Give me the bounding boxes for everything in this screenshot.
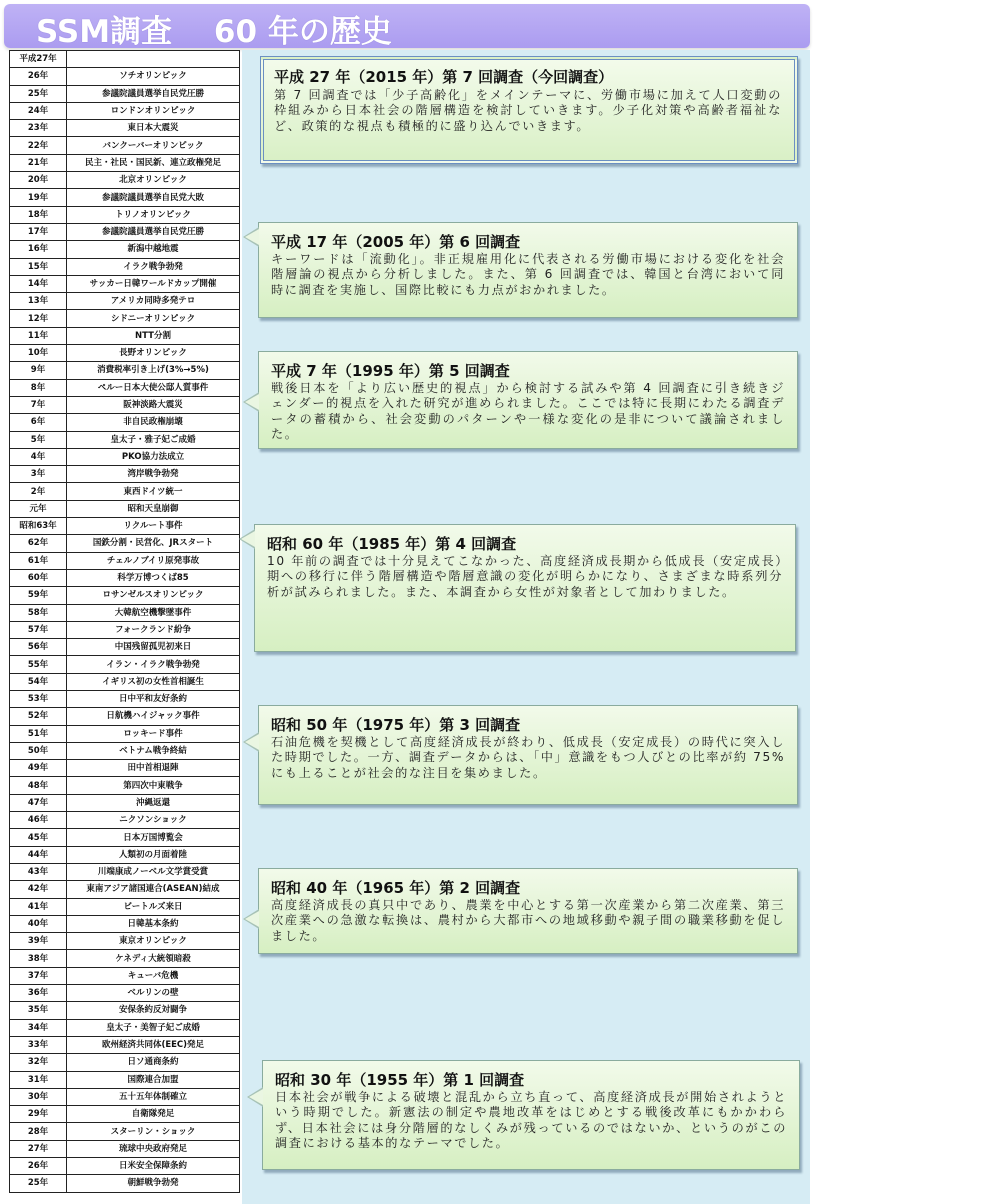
timeline-row	[10, 414, 240, 431]
timeline-year: 14年	[10, 275, 67, 292]
timeline-event: 皇太子・美智子妃ご成婚	[67, 1019, 240, 1036]
timeline-row	[10, 1158, 240, 1175]
timeline-row	[10, 690, 240, 707]
survey-body: 10 年前の調査では十分見えてこなかった、高度経済成長期から低成長（安定成長）期への移行に伴う階層構造や階層意識の変化が明らかになり、さまざまな時系列分析が試みられました。また、本調査から女性が対象者として加わりました。	[267, 554, 783, 599]
timeline-row	[10, 223, 240, 240]
timeline-event: 日韓基本条約	[67, 915, 240, 932]
timeline-year: 3年	[10, 466, 67, 483]
survey-callout-3	[258, 705, 798, 805]
timeline-year: 13年	[10, 293, 67, 310]
timeline-row	[10, 483, 240, 500]
timeline-event: 長野オリンピック	[67, 345, 240, 362]
timeline-year: 46年	[10, 812, 67, 829]
timeline-event: ビートルズ来日	[67, 898, 240, 915]
timeline-event: 非自民政権崩壊	[67, 414, 240, 431]
timeline-year: 57年	[10, 621, 67, 638]
timeline-event: 川端康成ノーベル文学賞受賞	[67, 863, 240, 880]
timeline-event: 国際連合加盟	[67, 1071, 240, 1088]
timeline-event: 田中首相退陣	[67, 760, 240, 777]
timeline-year: 17年	[10, 223, 67, 240]
timeline-year: 39年	[10, 933, 67, 950]
timeline-row	[10, 621, 240, 638]
timeline-event: 五十五年体制確立	[67, 1088, 240, 1105]
timeline-event: 朝鮮戦争勃発	[67, 1175, 240, 1192]
timeline-row	[10, 985, 240, 1002]
timeline-row	[10, 881, 240, 898]
timeline-row	[10, 725, 240, 742]
timeline-year: 44年	[10, 846, 67, 863]
survey-heading: 昭和 50 年（1975 年）第 3 回調査	[271, 716, 521, 734]
timeline-row	[10, 154, 240, 171]
timeline-year: 42年	[10, 881, 67, 898]
survey-callout-1	[262, 1060, 800, 1170]
timeline-year: 52年	[10, 708, 67, 725]
timeline-year: 26年	[10, 1158, 67, 1175]
timeline-year: 昭和63年	[10, 518, 67, 535]
timeline-year: 45年	[10, 829, 67, 846]
timeline-event: リクルート事件	[67, 518, 240, 535]
timeline-event: サッカー日韓ワールドカップ開催	[67, 275, 240, 292]
timeline-row	[10, 172, 240, 189]
timeline-row	[10, 829, 240, 846]
timeline-event: 日米安全保障条約	[67, 1158, 240, 1175]
timeline-event: ベトナム戦争終結	[67, 742, 240, 759]
timeline-row	[10, 863, 240, 880]
timeline-year: 7年	[10, 396, 67, 413]
timeline-year: 20年	[10, 172, 67, 189]
timeline-event: ペルー日本大使公邸人質事件	[67, 379, 240, 396]
timeline-year: 4年	[10, 448, 67, 465]
timeline-row	[10, 673, 240, 690]
timeline-row	[10, 85, 240, 102]
timeline-row	[10, 189, 240, 206]
timeline-event: 自衛隊発足	[67, 1106, 240, 1123]
survey-heading: 平成 7 年（1995 年）第 5 回調査	[271, 362, 510, 380]
timeline-row	[10, 293, 240, 310]
survey-heading: 昭和 40 年（1965 年）第 2 回調査	[271, 879, 521, 897]
timeline-event: 国鉄分割・民営化、JRスタート	[67, 535, 240, 552]
timeline-event: 阪神淡路大震災	[67, 396, 240, 413]
timeline-event: 日中平和友好条約	[67, 690, 240, 707]
timeline-event: 湾岸戦争勃発	[67, 466, 240, 483]
timeline-event: 日ソ通商条約	[67, 1054, 240, 1071]
timeline-row	[10, 1088, 240, 1105]
timeline-year: 34年	[10, 1019, 67, 1036]
survey-callout-7	[260, 56, 798, 164]
timeline-event: NTT分割	[67, 327, 240, 344]
callout-pointer	[243, 732, 259, 752]
timeline-row	[10, 1071, 240, 1088]
timeline-row	[10, 708, 240, 725]
timeline-event: 沖縄返還	[67, 794, 240, 811]
page-title: SSM調査 60 年の歴史	[36, 14, 392, 50]
survey-body: 石油危機を契機として高度経済成長が終わり、低成長（安定成長）の時代に突入した時期でした。一方、調査データからは、「中」意識をもつ人びとの比率が約 75%にも上ることが社会的な注目を集めました。	[271, 735, 785, 780]
survey-body: 戦後日本を「より広い歴史的視点」から検討する試みや第 4 回調査に引き続きジェンダー的視点を入れた研究が進められました。ここでは特に長期にわたる調査データの蓄積から、社会変動のパターンや一様な変化の是非について議論されました。	[271, 381, 785, 441]
timeline-event: 皇太子・雅子妃ご成婚	[67, 431, 240, 448]
timeline-event: イラン・イラク戦争勃発	[67, 656, 240, 673]
timeline-year: 36年	[10, 985, 67, 1002]
survey-body: 第 7 回調査では「少子高齢化」をメインテーマに、労働市場に加えて人口変動の枠組みから日本社会の階層構造を検討していきます。少子化対策や高齢者福祉など、政策的な視点も積極的に盛り込んでいきます。	[274, 88, 782, 133]
timeline-row	[10, 777, 240, 794]
timeline-row	[10, 915, 240, 932]
callout-pointer	[243, 909, 259, 929]
timeline-year: 30年	[10, 1088, 67, 1105]
timeline-event: ロッキード事件	[67, 725, 240, 742]
timeline-year: 59年	[10, 587, 67, 604]
timeline-event: 民主・社民・国民新、連立政権発足	[67, 154, 240, 171]
timeline-row	[10, 345, 240, 362]
timeline-year: 21年	[10, 154, 67, 171]
timeline-row	[10, 1106, 240, 1123]
timeline-event: イギリス初の女性首相誕生	[67, 673, 240, 690]
timeline-year: 22年	[10, 137, 67, 154]
timeline-row	[10, 950, 240, 967]
timeline-event: 東京オリンピック	[67, 933, 240, 950]
timeline-event: ベルリンの壁	[67, 985, 240, 1002]
timeline-event: 新潟中越地震	[67, 241, 240, 258]
timeline-row	[10, 1054, 240, 1071]
timeline-row	[10, 898, 240, 915]
timeline-table	[9, 50, 240, 1193]
survey-callout-5	[258, 351, 798, 449]
timeline-row	[10, 275, 240, 292]
timeline-row	[10, 258, 240, 275]
timeline-event: 科学万博つくば85	[67, 569, 240, 586]
callout-pointer	[247, 1087, 263, 1107]
timeline-event: 欧州経済共同体(EEC)発足	[67, 1036, 240, 1053]
timeline-year: 26年	[10, 68, 67, 85]
timeline-row	[10, 137, 240, 154]
timeline-year: 50年	[10, 742, 67, 759]
timeline-year: 32年	[10, 1054, 67, 1071]
timeline-row	[10, 1036, 240, 1053]
timeline-event: ケネディ大統領暗殺	[67, 950, 240, 967]
timeline-row	[10, 1140, 240, 1157]
timeline-year: 56年	[10, 639, 67, 656]
survey-body: 高度経済成長の真只中であり、農業を中心とする第一次産業から第二次産業、第三次産業への急激な転換は、農村から大都市への地域移動や親子間の職業移動を促しました。	[271, 898, 785, 943]
timeline-year: 60年	[10, 569, 67, 586]
timeline-year: 54年	[10, 673, 67, 690]
survey-body: 日本社会が戦争による破壊と混乱から立ち直って、高度経済成長が開始されようという時期でした。新憲法の制定や農地改革をはじめとする戦後改革にもかかわらず、日本社会には身分階層的なしくみが残っているのではないか、というのがこの調査における基本的なテーマでした。	[275, 1090, 787, 1150]
timeline-row	[10, 656, 240, 673]
timeline-row	[10, 379, 240, 396]
timeline-event: トリノオリンピック	[67, 206, 240, 223]
timeline-year: 元年	[10, 500, 67, 517]
timeline-row	[10, 933, 240, 950]
timeline-event: 北京オリンピック	[67, 172, 240, 189]
timeline-row	[10, 102, 240, 119]
timeline-year: 62年	[10, 535, 67, 552]
timeline-event: PKO協力法成立	[67, 448, 240, 465]
timeline-row	[10, 1123, 240, 1140]
timeline-event: ロンドンオリンピック	[67, 102, 240, 119]
timeline-event: 安保条約反対闘争	[67, 1002, 240, 1019]
timeline-year: 24年	[10, 102, 67, 119]
timeline-year: 18年	[10, 206, 67, 223]
timeline-year: 47年	[10, 794, 67, 811]
timeline-year: 28年	[10, 1123, 67, 1140]
timeline-row	[10, 327, 240, 344]
timeline-row	[10, 431, 240, 448]
survey-callout-6	[258, 222, 798, 318]
timeline-event: 昭和天皇崩御	[67, 500, 240, 517]
timeline-row	[10, 500, 240, 517]
timeline-event: 第四次中東戦争	[67, 777, 240, 794]
callout-pointer	[239, 529, 255, 549]
timeline-row	[10, 794, 240, 811]
timeline-row	[10, 51, 240, 68]
timeline-row	[10, 1019, 240, 1036]
timeline-row	[10, 448, 240, 465]
timeline-event: ソチオリンピック	[67, 68, 240, 85]
timeline-year: 40年	[10, 915, 67, 932]
timeline-event: 消費税率引き上げ(3%→5%)	[67, 362, 240, 379]
timeline-event: 参議院議員選挙自民党圧勝	[67, 223, 240, 240]
timeline-event: バンクーバーオリンピック	[67, 137, 240, 154]
timeline-year: 11年	[10, 327, 67, 344]
timeline-row	[10, 310, 240, 327]
timeline-year: 43年	[10, 863, 67, 880]
timeline-year: 25年	[10, 1175, 67, 1192]
timeline-row	[10, 1175, 240, 1192]
timeline-row	[10, 552, 240, 569]
timeline-year: 48年	[10, 777, 67, 794]
callout-pointer	[243, 392, 259, 412]
timeline-row	[10, 639, 240, 656]
timeline-year: 8年	[10, 379, 67, 396]
timeline-row	[10, 569, 240, 586]
timeline-row	[10, 396, 240, 413]
survey-heading: 昭和 60 年（1985 年）第 4 回調査	[267, 535, 517, 553]
timeline-row	[10, 518, 240, 535]
timeline-year: 37年	[10, 967, 67, 984]
timeline-event: 参議院議員選挙自民党大敗	[67, 189, 240, 206]
timeline-event: 琉球中央政府発足	[67, 1140, 240, 1157]
timeline-event: 東南アジア諸国連合(ASEAN)結成	[67, 881, 240, 898]
timeline-row	[10, 120, 240, 137]
survey-callout-4	[254, 524, 796, 652]
timeline-year: 27年	[10, 1140, 67, 1157]
timeline-row	[10, 206, 240, 223]
timeline-row	[10, 812, 240, 829]
timeline-row	[10, 362, 240, 379]
timeline-year: 16年	[10, 241, 67, 258]
timeline-row	[10, 846, 240, 863]
timeline-row	[10, 241, 240, 258]
timeline-event: 東日本大震災	[67, 120, 240, 137]
timeline-year: 33年	[10, 1036, 67, 1053]
timeline-row	[10, 68, 240, 85]
timeline-row	[10, 1002, 240, 1019]
timeline-year: 38年	[10, 950, 67, 967]
timeline-year: 53年	[10, 690, 67, 707]
timeline-event: キューバ危機	[67, 967, 240, 984]
callout-pointer	[243, 227, 259, 247]
timeline-year: 5年	[10, 431, 67, 448]
timeline-year: 23年	[10, 120, 67, 137]
timeline-event	[67, 51, 240, 68]
timeline-year: 49年	[10, 760, 67, 777]
timeline-row	[10, 535, 240, 552]
timeline-event: ロサンゼルスオリンピック	[67, 587, 240, 604]
timeline-year: 55年	[10, 656, 67, 673]
timeline-year: 31年	[10, 1071, 67, 1088]
timeline-event: 東西ドイツ統一	[67, 483, 240, 500]
timeline-event: イラク戦争勃発	[67, 258, 240, 275]
timeline-event: 日航機ハイジャック事件	[67, 708, 240, 725]
timeline-year: 41年	[10, 898, 67, 915]
timeline-year: 6年	[10, 414, 67, 431]
timeline-row	[10, 587, 240, 604]
timeline-year: 2年	[10, 483, 67, 500]
timeline-year: 29年	[10, 1106, 67, 1123]
title-banner	[4, 4, 810, 48]
survey-heading: 平成 27 年（2015 年）第 7 回調査（今回調査）	[274, 68, 614, 86]
survey-heading: 平成 17 年（2005 年）第 6 回調査	[271, 233, 521, 251]
timeline-event: 中国残留孤児初来日	[67, 639, 240, 656]
timeline-row	[10, 760, 240, 777]
timeline-year: 35年	[10, 1002, 67, 1019]
timeline-event: スターリン・ショック	[67, 1123, 240, 1140]
timeline-year: 10年	[10, 345, 67, 362]
timeline-year: 61年	[10, 552, 67, 569]
timeline-event: ニクソンショック	[67, 812, 240, 829]
survey-heading: 昭和 30 年（1955 年）第 1 回調査	[275, 1071, 525, 1089]
timeline-year: 25年	[10, 85, 67, 102]
timeline-year: 平成27年	[10, 51, 67, 68]
timeline-event: シドニーオリンピック	[67, 310, 240, 327]
timeline-row	[10, 742, 240, 759]
timeline-event: チェルノブイリ原発事故	[67, 552, 240, 569]
timeline-row	[10, 967, 240, 984]
timeline-row	[10, 604, 240, 621]
survey-body: キーワードは「流動化」。非正規雇用化に代表される労働市場における変化を社会階層論の視点から分析しました。また、第 6 回調査では、韓国と台湾において同時に調査を実施し、国際比較にも力点がおかれました。	[271, 252, 785, 297]
timeline-year: 12年	[10, 310, 67, 327]
timeline-event: 人類初の月面着陸	[67, 846, 240, 863]
timeline-event: 日本万国博覧会	[67, 829, 240, 846]
timeline-event: アメリカ同時多発テロ	[67, 293, 240, 310]
timeline-event: 大韓航空機撃墜事件	[67, 604, 240, 621]
timeline-year: 58年	[10, 604, 67, 621]
timeline-year: 51年	[10, 725, 67, 742]
timeline-year: 15年	[10, 258, 67, 275]
timeline-event: 参議院議員選挙自民党圧勝	[67, 85, 240, 102]
timeline-year: 19年	[10, 189, 67, 206]
timeline-event: フォークランド紛争	[67, 621, 240, 638]
timeline-year: 9年	[10, 362, 67, 379]
survey-callout-2	[258, 868, 798, 954]
timeline-row	[10, 466, 240, 483]
